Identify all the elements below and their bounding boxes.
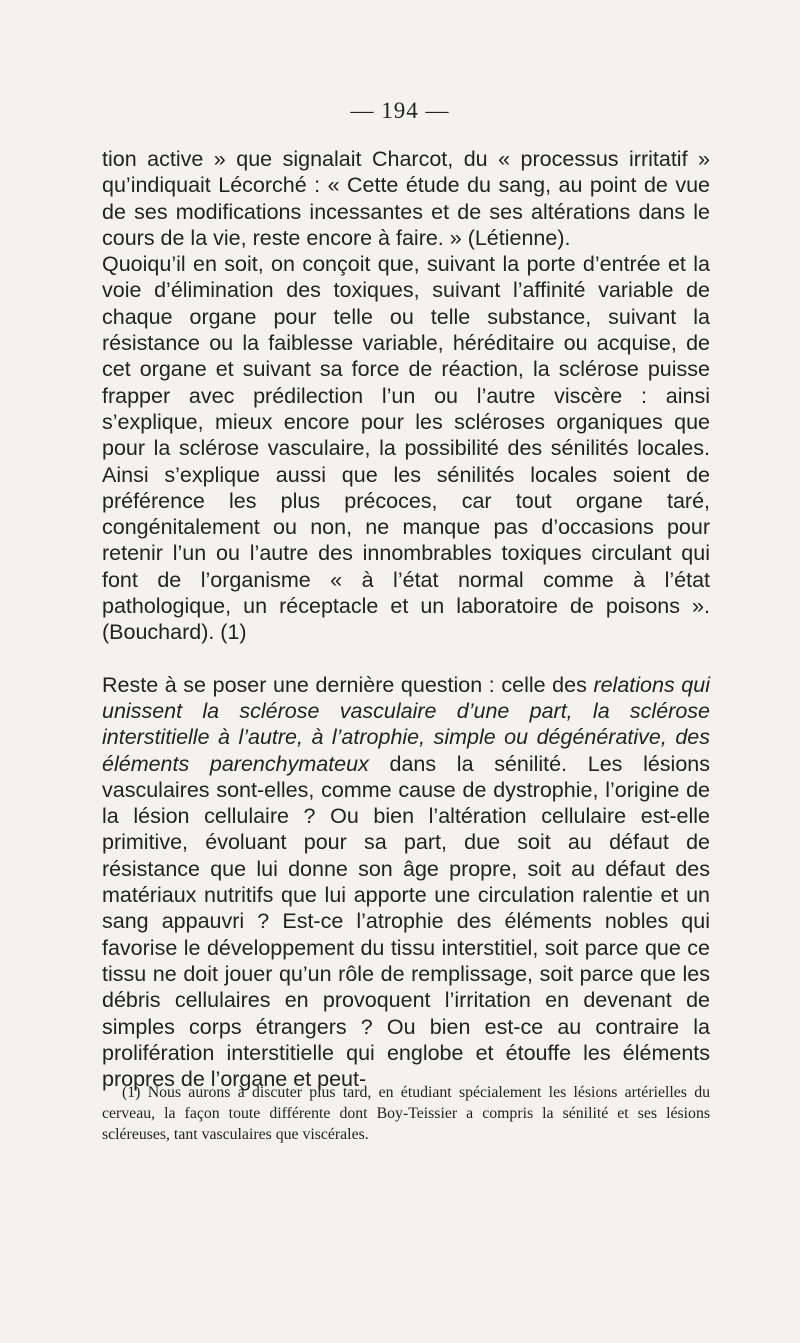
footnotes: [102, 1082, 710, 1145]
paragraph-3: [102, 672, 710, 1093]
body-text: [102, 146, 710, 1092]
paragraph-3-text-end: dans la sénilité. Les lésions vasculaires sont-elles, comme cause de dystrophie, l’origine de la lésion cellulaire ? Ou bien l’altération cellulaire est-elle primitive, évoluant pour sa part, due soit au défaut de résistance que lui donne son âge propre, soit au défaut des matériaux nutritifs que lui apporte une circulation ralentie et un sang appauvri ? Est-ce l’atrophie des éléments nobles qui favorise le développement du tissu interstitiel, soit parce que ce tissu ne doit jouer qu’un rôle de remplissage, soit parce que les débris cellulaires en provoquent l’irritation en devenant de simples corps étrangers ? Ou bien est-ce au contraire la prolifération interstitielle qui englobe et étouffe les éléments propres de l’organe et peut-: [102, 751, 710, 1092]
paragraph-2: Quoiqu’il en soit, on conçoit que, suivant la porte d’entrée et la voie d’élimination des toxiques, suivant l’affinité variable de chaque organe pour telle ou telle substance, suivant la résistance ou la faiblesse variable, héréditaire ou acquise, de cet organe et suivant sa force de réaction, la sclérose puisse frapper avec prédilection l’un ou l’autre viscère : ainsi s’explique, mieux encore pour les scléroses organiques que pour la sclérose vasculaire, la possibilité des sénilités locales. Ainsi s’explique aussi que les sénilités locales soient de préférence les plus précoces, car tout organe taré, congénitalement ou non, ne manque pas d’occasions pour retenir l’un ou l’autre des innombrables toxiques circulant qui font de l’organisme « à l’état normal comme à l’état pathologique, un réceptacle et un laboratoire de poisons ». (Bouchard). (1): [102, 252, 710, 645]
page-number: — 194 —: [350, 98, 450, 123]
paragraph-3-text-start: Reste à se poser une dernière question : celle des: [102, 672, 594, 697]
paragraph-3-italic-phrase: relations qui unissent la sclérose vasculaire d’une part, la sclérose interstitielle à l’autre, à l’atrophie, simple ou dégénérative, des éléments parenchymateux: [102, 672, 710, 776]
footnote-1: (1) Nous aurons à discuter plus tard, en étudiant spécialement les lésions artérielles du cerveau, la façon toute différente dont Boy-Teissier a compris la sénilité et ses lésions scléreuses, tant vasculaires que viscérales.: [102, 1084, 710, 1143]
paragraph-1: tion active » que signalait Charcot, du « processus irritatif » qu’indiquait Lécorché : « Cette étude du sang, au point de vue de ses modifications incessantes et de ses altérations dans le cours de la vie, reste encore à faire. » (Létienne).: [102, 147, 710, 250]
